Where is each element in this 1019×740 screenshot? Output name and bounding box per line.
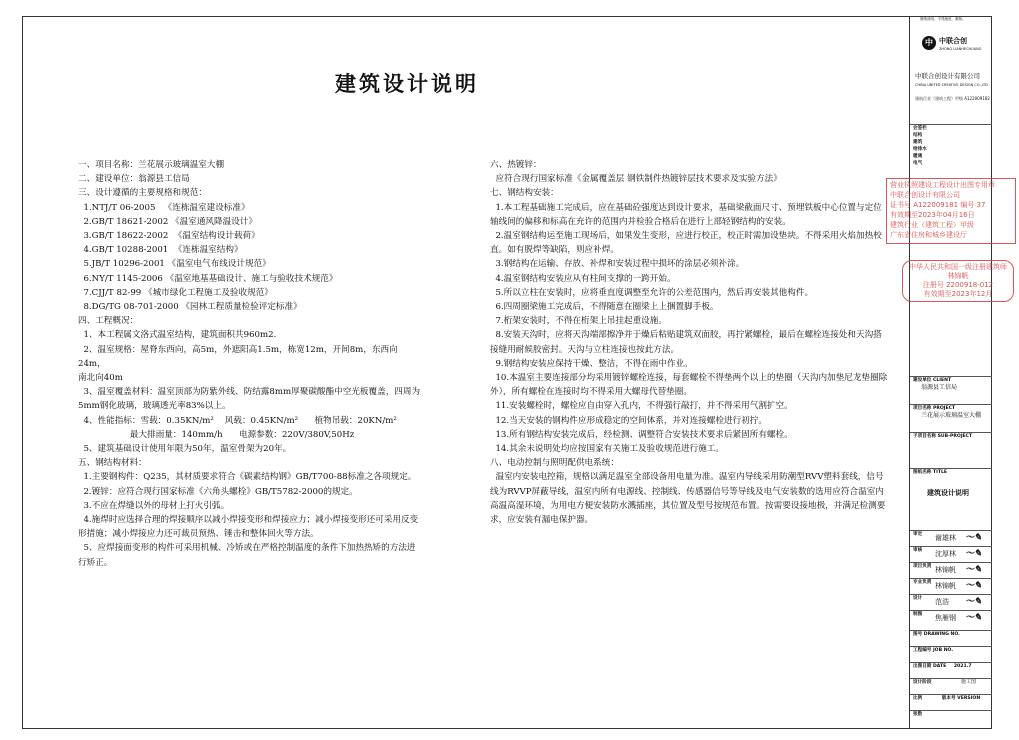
- drawing-no-row: [910, 630, 992, 646]
- handwritten-signature-icon: ～✎: [965, 581, 982, 591]
- cert-stamp-line: 有效期至2023年04月16日: [890, 211, 975, 219]
- right-line: 八、电动控制与照明配供电系统：: [490, 458, 619, 469]
- right-line: 七、钢结构安装：: [490, 188, 559, 199]
- left-line: 五、钢结构材料：: [78, 458, 147, 469]
- design-cert-stamp: [886, 178, 1016, 244]
- scale-label: 比例: [913, 696, 923, 701]
- left-column: [78, 158, 423, 570]
- right-line: 11.安装螺栓时，螺栓应自由穿入孔内，不得强行敲打，并不得采用气割扩空。: [490, 401, 793, 412]
- signature-name: 林锦帆: [935, 582, 956, 590]
- date-label: 出图日期 DATE: [913, 664, 947, 669]
- signature-name: 焦雁钢: [935, 614, 956, 622]
- left-line: 二、建设单位：翁源县工信局: [78, 174, 190, 185]
- company-logo-icon: 中: [922, 36, 936, 50]
- left-line: 4.GB/T 10288-2001 《连栋温室结构》: [78, 245, 243, 256]
- project-label: 项目名称 PROJECT: [913, 406, 956, 411]
- drawing-no-label: 图号 DRAWING NO.: [913, 632, 960, 637]
- countersign-label: 会签栏: [913, 126, 927, 131]
- title-block-notice: 图纸说明，不得缩放，重制。: [920, 17, 966, 21]
- sheet-row: [910, 710, 992, 728]
- company-name: 中联合创设计有限公司: [915, 72, 980, 80]
- left-line: 2.GB/T 18621-2002 《温室通风降温设计》: [78, 216, 257, 227]
- reg-stamp-line: 林锦帆: [947, 272, 969, 280]
- signature-row: [910, 562, 992, 578]
- left-line: 5.JB/T 10296-2001 《温室电气布线设计规范》: [78, 259, 271, 270]
- stage-label: 设计阶段: [913, 680, 932, 685]
- right-line: 9.钢结构安装应保持干燥、整洁，不得在雨中作业。: [490, 358, 693, 369]
- left-line: 南北向40m: [78, 373, 123, 384]
- countersign-block: [910, 124, 992, 186]
- sign-architecture: 建筑: [913, 140, 923, 145]
- left-line: 一、项目名称：兰花展示玻璃温室大棚: [78, 160, 225, 170]
- scale-row: [910, 694, 992, 710]
- signature-name: 沈厚林: [935, 550, 956, 558]
- right-column: [490, 158, 890, 527]
- signature-role: 项目负责: [913, 564, 932, 569]
- signature-name: 林锦帆: [935, 566, 956, 574]
- drawing-title-label: 图纸名称 TITLE: [913, 470, 948, 475]
- left-line: 3、温室覆盖材料：温室顶部为防紫外线、防结露8mm厚聚碳酸酯中空光板覆盖，四周为5mm钢化玻璃，玻璃透光率83%以上。: [78, 387, 421, 412]
- left-line: 5、建筑基础设计使用年限为50年，温室骨架为20年。: [78, 444, 292, 455]
- title-block: [909, 16, 992, 729]
- right-line: 2.温室钢结构运至施工现场后，如果发生变形，应进行校正，校正时需加设垫块。不得采用火焰加热校直。如有脱焊等缺陷，则应补焊。: [490, 231, 882, 256]
- job-no-label: 工程编号 JOB NO.: [913, 648, 954, 653]
- right-line: 12.当天安装的钢构件应形成稳定的空间体系，并对连接螺栓进行初拧。: [490, 415, 767, 426]
- handwritten-signature-icon: ～✎: [965, 565, 982, 575]
- signature-row: [910, 546, 992, 562]
- signature-role: 审定: [913, 532, 923, 537]
- left-line: 3.GB/T 18622-2002 《温室结构设计载荷》: [78, 231, 260, 242]
- project-row: [910, 404, 992, 432]
- registered-architect-stamp: [902, 260, 1014, 302]
- left-line: 6.NY/T 1145-2006 《温室地基基础设计、施工与验收技术规范》: [78, 273, 338, 284]
- reg-stamp-line: 有效期至2023年12月: [923, 290, 993, 298]
- logo-name: 中联合创: [939, 37, 967, 45]
- signature-name: 范浩: [935, 598, 949, 606]
- left-line: 1、本工程属文洛式温室结构，建筑面积共960m2.: [78, 330, 277, 341]
- signature-role: 制图: [913, 612, 923, 617]
- left-line: 三、设计遵循的主要规格和规范：: [78, 188, 207, 199]
- right-line: 六、热镀锌：: [490, 160, 542, 170]
- logo-en: ZHONG LIANHECHUANG: [939, 47, 982, 51]
- cert-stamp-line: 建筑行业（建筑工程）甲级: [890, 221, 974, 229]
- sign-hvac: 暖通: [913, 154, 923, 159]
- sign-plumbing: 给排水: [913, 147, 927, 152]
- left-line: 2、温室规格：屋脊东西向，高5m，外遮阳高1.5m，栋宽12m，开间8m，东西向24m，: [78, 344, 398, 369]
- cert-stamp-line: 营业执照建设工程设计出图专用章: [890, 181, 995, 189]
- right-line: 3.钢结构在运输、存放、补焊和安装过程中损坏的涂层必须补涂。: [490, 259, 745, 270]
- handwritten-signature-icon: ～✎: [965, 533, 982, 543]
- qualification: 建筑行业（建筑工程）甲级 A122009182: [915, 96, 990, 101]
- sign-electrical: 电气: [913, 161, 923, 166]
- drawing-title-row: [910, 468, 992, 530]
- date-value: 2021.7: [953, 664, 972, 669]
- drawing-title-value: 建筑设计说明: [927, 489, 969, 497]
- signature-role: 设计: [913, 596, 923, 601]
- reg-stamp-line: 注册号 2200918-012: [922, 281, 994, 289]
- right-line: 温室内安装电控箱，规格以满足温室全部设备用电量为准。温室内导线采用防潮型RVV塑料套线，信号线为RVVP屏蔽导线，温室内所有电源线、控制线、传感器信号等导线及电气安装数的选用应符合温室内高温高湿环境，为用电方便安装防水溅插座，其位置及型号按规范布置。按需要设接地极，并满足检测要求，应安装有漏电保护器。: [490, 472, 886, 526]
- left-line: 1.主要钢构件：Q235，其材质要求符合《碳素结构钢》GB/T700-88标准之各项规定。: [78, 472, 417, 483]
- left-line: 8.DG/TG 08-701-2000 《园林工程质量检验评定标准》: [78, 302, 302, 313]
- signature-table: [910, 530, 992, 626]
- left-line: 5、应焊接面变形的构件可采用机械、冷矫或在严格控制温度的条件下加热热矫的方法进行矫正。: [78, 543, 416, 568]
- signature-row: [910, 594, 992, 610]
- signature-role: 审核: [913, 548, 923, 553]
- cert-stamp-line: 证书号 A122009181 编号 37: [890, 201, 986, 209]
- sheet-label: 张数: [913, 712, 923, 717]
- stage-value: 施工图: [960, 679, 976, 685]
- signature-name: 谢雄林: [935, 534, 956, 542]
- company-name-en: CHINA UNITED CREATIVE DESIGN CO.,LTD: [915, 83, 988, 87]
- left-line: 1.NTJ/T 06-2005 《连栋温室建设标准》: [78, 202, 250, 213]
- left-line: 2.镀锌：应符合现行国家标准《六角头螺栓》GB/T5782-2000的规定。: [78, 486, 358, 497]
- client-row: [910, 376, 992, 404]
- date-row: [910, 662, 992, 678]
- signature-row: [910, 530, 992, 546]
- handwritten-signature-icon: ～✎: [965, 549, 982, 559]
- right-line: 5.所以立柱在安装时，应将垂直度调整至允许的公差范围内，然后再安装其他构件。: [490, 287, 814, 298]
- right-line: 4.温室钢结构安装应从有柱间支撑的一跨开始。: [490, 273, 676, 284]
- cert-stamp-line: 中联合创设计有限公司: [890, 191, 960, 199]
- signature-row: [910, 610, 992, 626]
- signature-row: [910, 578, 992, 594]
- job-no-row: [910, 646, 992, 662]
- page-title: 建筑设计说明: [335, 71, 479, 96]
- right-line: 7.桁架安装时，不得在桁架上吊挂起重设施。: [490, 316, 667, 327]
- client-value: 翁源县工信局: [921, 384, 958, 391]
- project-value: 兰花展示玻璃温室大棚: [921, 412, 982, 419]
- right-line: 6.四周圈梁施工完成后，不得随意在圈梁上上捆置脚手板。: [490, 302, 719, 313]
- right-line: 应符合现行国家标准《金属覆盖层 钢铁制件热镀锌层技术要求及实验方法》: [490, 174, 782, 185]
- subproject-row: [910, 432, 992, 468]
- left-line: 7.CJJ/T 82-99 《城市绿化工程施工及验收规范》: [78, 287, 273, 298]
- cert-stamp-line: 广东省住房和城乡建设厅: [890, 231, 967, 239]
- signature-role: 专业负责: [913, 580, 932, 585]
- right-line: 8.安装天沟时，应将天沟端部擦净并于燥后粘贴建筑双面胶，再拧紧螺栓，最后在螺栓连接处和天沟搭接缝用耐候胶密封。天沟与立柱连接也按此方法。: [490, 330, 882, 355]
- right-line: 14.其余未说明处均应按国家有关施工及验收规范进行施工。: [490, 444, 724, 455]
- handwritten-signature-icon: ～✎: [965, 597, 982, 607]
- client-label: 建设单位 CLIENT: [913, 378, 952, 383]
- right-line: 1.本工程基础施工完成后，应在基础砼强度达到设计要求，基础梁截面尺寸、预埋铁板中心位置与定位轴线间的偏移和标高在充许的范围内并检验合格后在进行上部轻钢结构的安装。: [490, 202, 882, 227]
- left-line: 四、工程概况：: [78, 316, 139, 327]
- right-line: 13.所有钢结构安装完成后，经检测、调整符合安装技术要求后紧固所有螺栓。: [490, 429, 793, 440]
- subproject-label: 子项目名称 SUB-PROJECT: [913, 434, 973, 439]
- handwritten-signature-icon: ～✎: [965, 613, 982, 623]
- reg-stamp-line: 中华人民共和国一级注册建筑师: [909, 263, 1007, 271]
- left-line: 4.施焊时应选择合理的焊接顺序以减小焊接变形和焊接应力；减小焊接变形还可采用反变形措施；减小焊接应力还可裁员预热、锤击和整体回火等方法。: [78, 515, 419, 540]
- version-label: 版本号 VERSION: [941, 696, 981, 701]
- stage-row: [910, 678, 992, 694]
- left-line: 3.不应在焊缝以外的母材上打火引弧。: [78, 500, 230, 511]
- sign-structure: 结构: [913, 133, 923, 138]
- left-line: 4、性能指标：雪载：0.35KN/m² 风载：0.45KN/m² 植物吊载：20KN/m²: [78, 415, 397, 426]
- left-line: 最大排雨量：140mm/h 电源参数：220V/380V,50Hz: [78, 429, 355, 440]
- right-line: 10.本温室主要连接部分均采用镀锌螺栓连接，每套螺栓不得垫两个以上的垫圈（天沟内加垫尼龙垫圈除外），所有螺栓在连接时均不得采用大螺母代替垫圈。: [490, 373, 888, 398]
